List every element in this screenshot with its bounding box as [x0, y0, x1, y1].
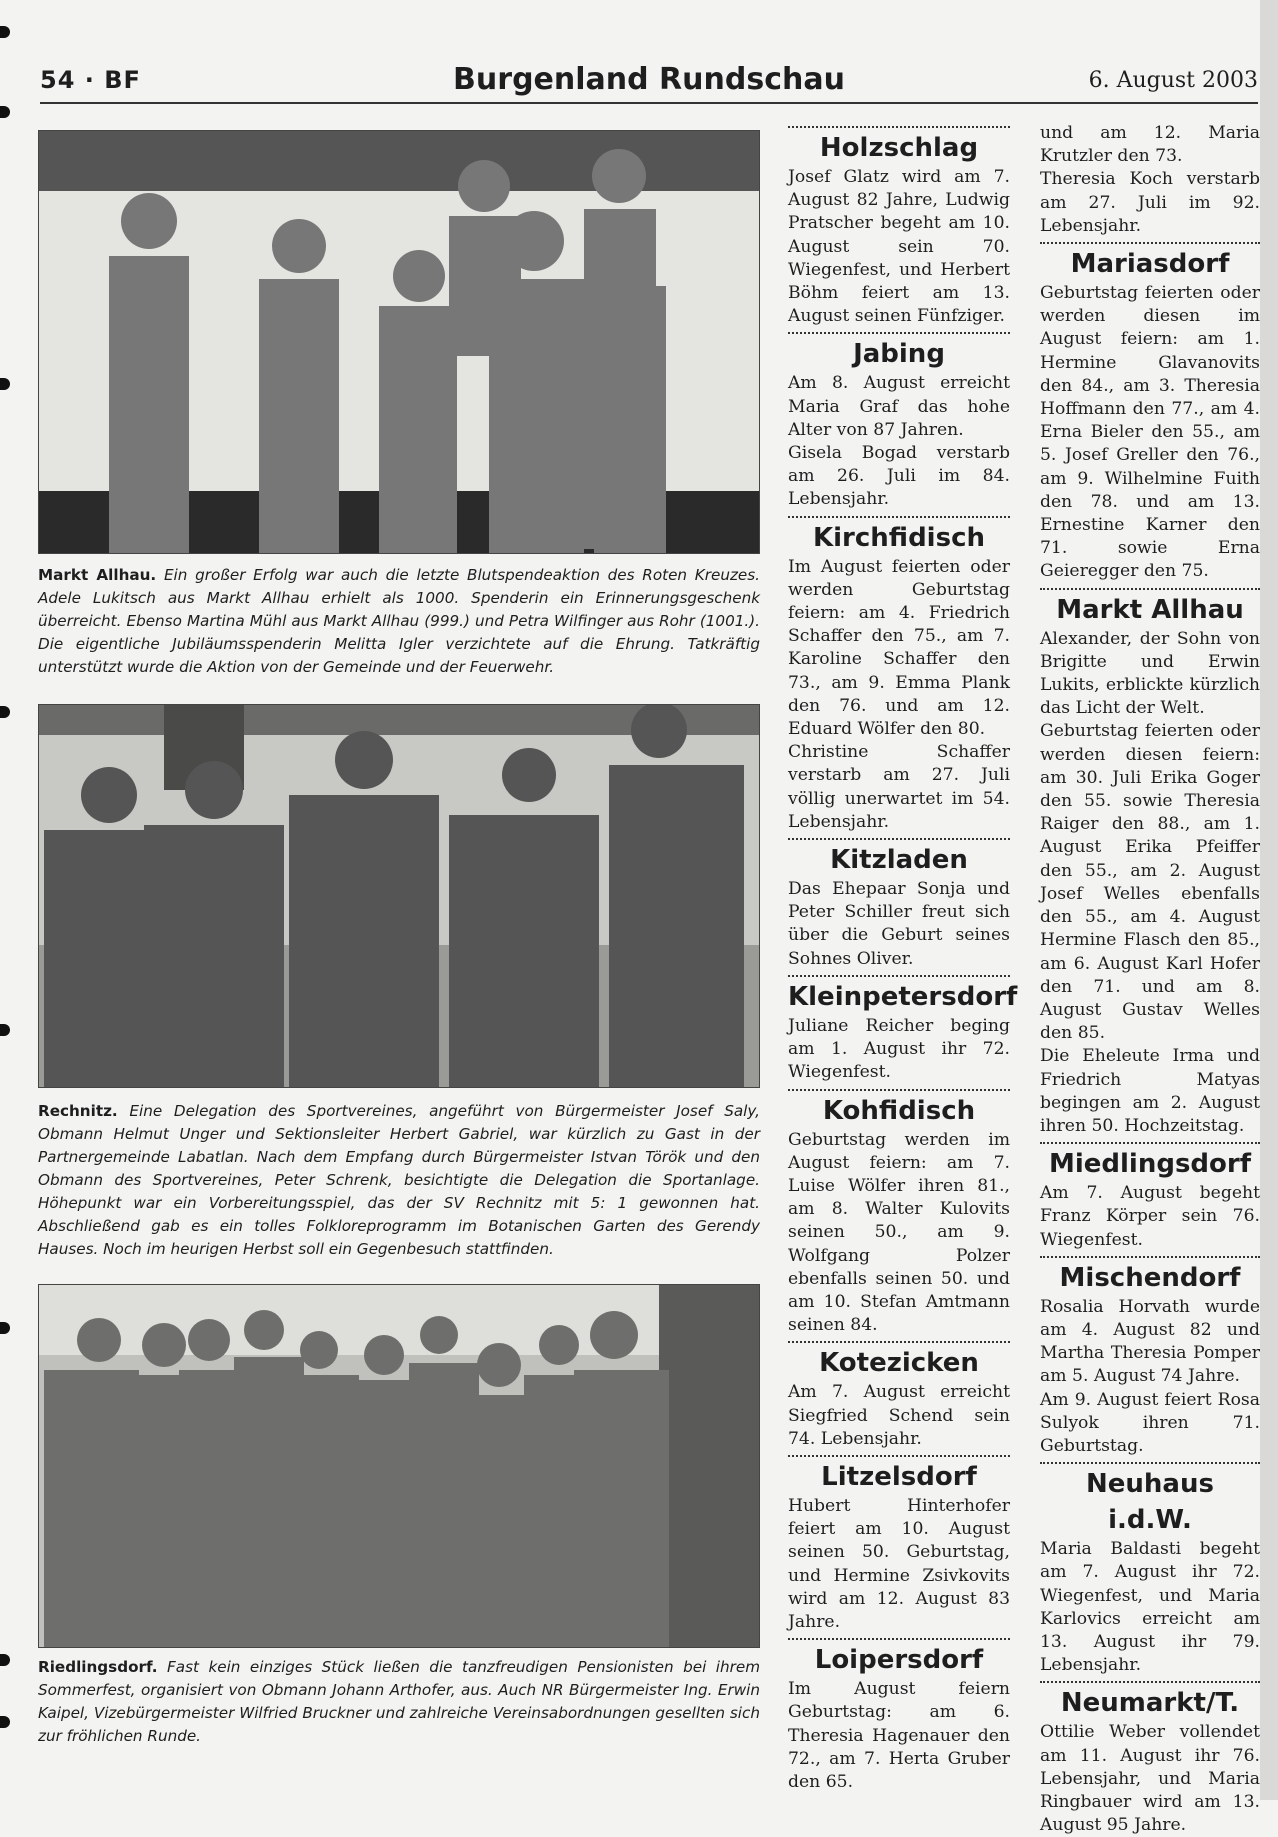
section-kotezicken: [788, 1341, 1010, 1451]
section-text: Maria Baldasti begeht am 7. August ihr 72. Wiegenfest, und Maria Karlovics erreicht am 13. August ihr 79. Lebensjahr.: [1040, 1539, 1260, 1676]
caption-place: Riedlingsdorf.: [38, 1658, 158, 1676]
section-title: Mischendorf: [1059, 1262, 1241, 1293]
section-title: Loipersdorf: [814, 1645, 984, 1676]
page-label: 54 · BF: [40, 66, 141, 94]
announcements-column-1: [788, 122, 1018, 1794]
dotted-separator: [1040, 588, 1260, 590]
photo-caption: [38, 1100, 760, 1261]
dotted-separator: [1040, 1256, 1260, 1258]
dotted-separator: [1040, 1142, 1260, 1144]
section-text: Das Ehepaar Sonja und Peter Schiller freut sich über die Geburt seines Sohnes Oliver.: [788, 879, 1010, 969]
section-litzelsdorf: [788, 1455, 1010, 1634]
dotted-separator: [1040, 1681, 1260, 1683]
dotted-separator: [788, 126, 1010, 128]
section-text: Die Eheleute Irma und Friedrich Matyas begingen am 2. August ihren 50. Hochzeitstag.: [1040, 1046, 1260, 1136]
announcements-column-2: [1040, 122, 1260, 1837]
punch-mark: [0, 1024, 10, 1036]
section-text: Am 7. August begeht Franz Körper sein 76. Wiegenfest.: [1040, 1183, 1260, 1250]
caption-place: Rechnitz.: [38, 1102, 118, 1120]
dotted-separator: [788, 516, 1010, 518]
section-title: Jabing: [853, 339, 945, 370]
punch-mark: [0, 1654, 10, 1666]
section-text: Gisela Bogad verstarb am 26. Juli im 84. Lebensjahr.: [788, 443, 1010, 510]
section-title: Kleinpetersdorf: [788, 981, 1018, 1012]
section-text: Josef Glatz wird am 7. August 82 Jahre, Ludwig Pratscher begeht am 10. August sein 70. Wiegenfest, und Herbert Böhm feiert am 13. August seinen Fünfziger.: [788, 167, 1010, 327]
page-edge-shadow: [1260, 0, 1278, 1800]
section-text: Am 8. August erreicht Maria Graf das hohe Alter von 87 Jahren.: [788, 373, 1010, 440]
section-title: Kitzladen: [830, 845, 968, 876]
section-text: Am 7. August erreicht Siegfried Schend sein 74. Lebensjahr.: [788, 1382, 1010, 1449]
issue-date: 6. August 2003: [1088, 68, 1258, 93]
punch-mark: [0, 1716, 10, 1728]
section-title: Markt Allhau: [1056, 594, 1244, 625]
section-text: Juliane Reicher beging am 1. August ihr 72. Wiegenfest.: [788, 1015, 1010, 1083]
section-kirchfidisch: [788, 516, 1010, 834]
section-text: Am 9. August feiert Rosa Sulyok ihren 71. Geburtstag.: [1040, 1389, 1260, 1456]
page-header: [40, 62, 1258, 104]
section-neumarkt: [1040, 1681, 1260, 1837]
section-markt-allhau: [1040, 588, 1260, 1138]
section-neuhaus: [1040, 1462, 1260, 1677]
section-text: Ottilie Weber vollendet am 11. August ihr 76. Lebensjahr, und Maria Ringbauer wird am 13. August 95 Jahre.: [1040, 1722, 1260, 1836]
section-text: Rosalia Horvath wurde am 4. August 82 und Martha Theresia Pomper am 5. August 74 Jahre.: [1040, 1296, 1260, 1387]
section-kitzladen: [788, 838, 1010, 971]
section-text: Hubert Hinterhofer feiert am 10. August seinen 50. Geburtstag, und Hermine Zsivkovits wird am 12. August 83 Jahre.: [788, 1495, 1010, 1632]
punch-mark: [0, 106, 10, 118]
section-text: und am 12. Maria Krutzler den 73.: [1040, 123, 1260, 167]
section-title: Neumarkt/T.: [1060, 1688, 1240, 1719]
section-loipersdorf: [788, 1638, 1010, 1794]
section-text: Geburtstag feierten oder werden diesen feiern: am 30. Juli Erika Goger den 55. sowie Theresia Raiger den 88., am 1. August Erika Pfeiffer den 55., am 2. August Josef Welles ebenfalls den 55., am 4. August Hermine Flasch den 85., am 6. August Karl Hofer den 71. und am 8. August Gustav Welles den 85.: [1040, 721, 1260, 1044]
caption-text: Ein großer Erfolg war auch die letzte Blutspendeaktion des Roten Kreuzes. Adele Lukitsch aus Markt Allhau erhielt als 1000. Spenderin ein Erinnerungsgeschenk überreicht. Ebenso Martina Mühl aus Markt Allhau (999.) und Petra Wilfinger aus Rohr (1001.). Die eigentliche Jubiläumsspenderin Melitta Igler verzichtete auf die Ehrung. Tatkräftig unterstützt wurde die Aktion von der Gemeinde und der Feuerwehr.: [38, 566, 761, 676]
section-miedlingsdorf: [1040, 1142, 1260, 1252]
caption-text: Fast kein einziges Stück ließen die tanzfreudigen Pensionisten bei ihrem Sommerfest, organisiert von Obmann Johann Arthofer, aus. Auch NR Bürgermeister Ing. Erwin Kaipel, Vizebürgermeister Wilfried Bruckner und zahlreiche Vereinsabordnungen gesellten sich zur fröhlichen Runde.: [38, 1658, 760, 1745]
dotted-separator: [788, 1455, 1010, 1457]
paper-title: Burgenland Rundschau: [453, 62, 845, 97]
section-text: Im August feiern Geburtstag: am 6. Theresia Hagenauer den 72., am 7. Herta Gruber den 65.: [788, 1679, 1010, 1792]
section-text: Im August feierten oder werden Geburtstag feiern: am 4. Friedrich Schaffer den 75., am 7. Karoline Schaffer den 73., am 9. Emma Plank den 76. und am 12. Eduard Wölfer den 80.: [788, 556, 1010, 740]
dotted-separator: [788, 838, 1010, 840]
photo-caption: [38, 564, 760, 679]
photo-rechnitz: [38, 704, 760, 1088]
dotted-separator: [788, 1089, 1010, 1091]
photo-markt-allhau: [38, 130, 760, 554]
section-title: Miedlingsdorf: [1048, 1149, 1252, 1180]
section-kohfidisch: [788, 1089, 1010, 1338]
punch-mark: [0, 26, 10, 38]
section-text: Theresia Koch verstarb am 27. Juli im 92. Lebensjahr.: [1040, 169, 1260, 236]
section-title: Kotezicken: [819, 1348, 979, 1379]
caption-place: Markt Allhau.: [38, 566, 157, 584]
punch-mark: [0, 378, 10, 390]
punch-mark: [0, 1322, 10, 1334]
section-title: Holzschlag: [819, 133, 979, 163]
section-jabing: [788, 332, 1010, 511]
section-title: Litzelsdorf: [821, 1461, 977, 1492]
dotted-separator: [1040, 1462, 1260, 1464]
dotted-separator: [788, 332, 1010, 334]
dotted-separator: [788, 1638, 1010, 1640]
section-holzschlag: [788, 126, 1010, 328]
section-title: Neuhaus i.d.W.: [1086, 1469, 1214, 1536]
dotted-separator: [788, 1341, 1010, 1343]
caption-text: Eine Delegation des Sportvereines, angeführt von Bürgermeister Josef Saly, Obmann Helmut Unger und Sektionsleiter Herbert Gabriel, war kürzlich zu Gast in der Partnergemeinde Labatlan. Nach dem Empfang durch Bürgermeister Istvan Török und den Obmann des Sportvereines, Peter Schrenk, besichtigte die Delegation die Sportanlage. Höhepunkt war ein Vorbereitungsspiel, das der SV Rechnitz mit 5: 1 gewonnen hat. Abschließend gab es ein tolles Folkloreprogramm im Botanischen Garten des Gerendy Hauses. Noch im heurigen Herbst soll ein Gegenbesuch stattfinden.: [38, 1102, 761, 1258]
section-kleinpetersdorf: [788, 975, 1018, 1085]
section-text: Alexander, der Sohn von Brigitte und Erwin Lukits, erblickte kürzlich das Licht der Welt.: [1040, 628, 1260, 719]
section-text: Geburtstag feierten oder werden diesen im August feiern: am 1. Hermine Glavanovits den 84., am 3. Theresia Hoffmann den 77., am 4. Erna Bieler den 55., am 5. Josef Greller den 76., am 9. Wilhelmine Fuith den 78. und am 13. Ernestine Karner den 71. sowie Erna Geieregger den 75.: [1040, 283, 1260, 582]
section-continued: [1040, 122, 1260, 238]
dotted-separator: [1040, 242, 1260, 244]
section-mariasdorf: [1040, 242, 1260, 584]
section-title: Kirchfidisch: [813, 522, 985, 553]
punch-mark: [0, 706, 10, 718]
photo-caption: [38, 1656, 760, 1748]
section-title: Kohfidisch: [822, 1095, 976, 1126]
section-mischendorf: [1040, 1256, 1260, 1458]
section-text: Geburtstag werden im August feiern: am 7. Luise Wölfer ihren 81., am 8. Walter Kulovits seinen 50., am 9. Wolfgang Polzer ebenfalls seinen 50. und am 10. Stefan Amtmann seinen 84.: [788, 1129, 1010, 1336]
section-title: Mariasdorf: [1070, 249, 1230, 280]
dotted-separator: [788, 975, 1010, 977]
section-text: Christine Schaffer verstarb am 27. Juli völlig unerwartet im 54. Lebensjahr.: [788, 742, 1010, 832]
photo-riedlingsdorf: [38, 1284, 760, 1648]
